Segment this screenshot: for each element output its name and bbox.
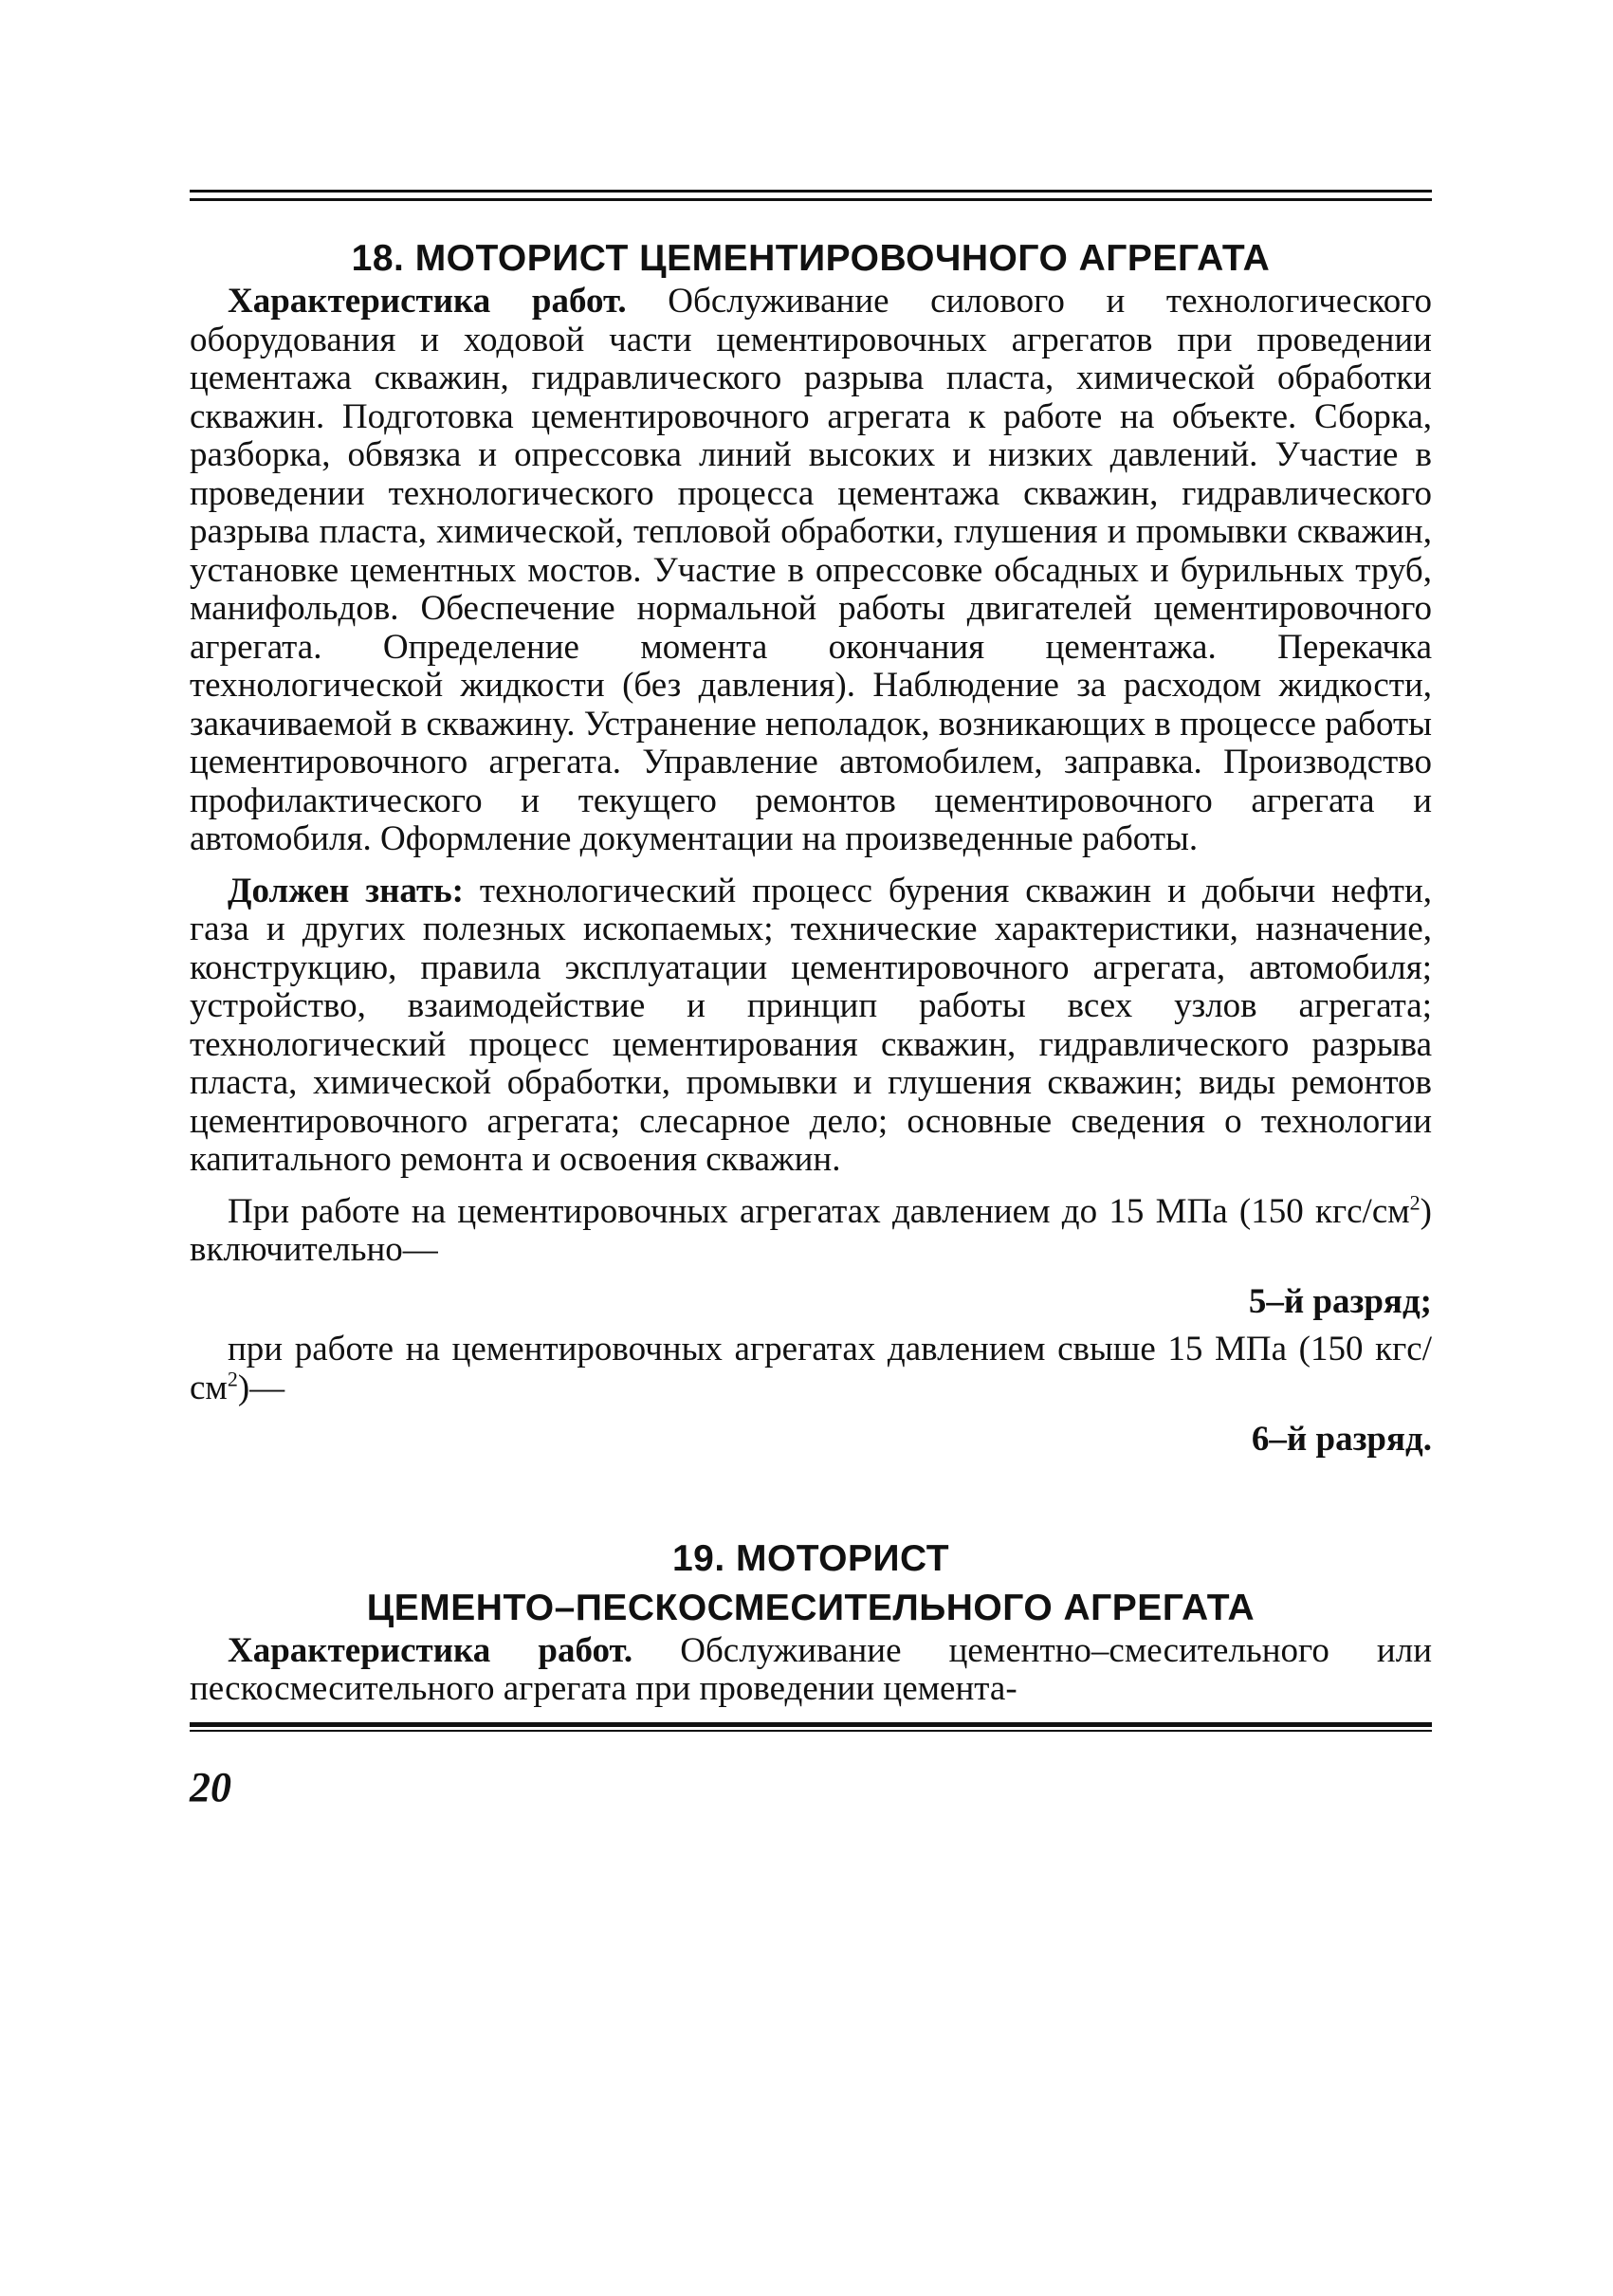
condition-1-superscript: 2 bbox=[1409, 1190, 1421, 1215]
section-19 bbox=[190, 1535, 1432, 1709]
condition-1-text: При работе на цементировочных агрегатах давлением до 15 МПа (150 кгс/см bbox=[228, 1191, 1410, 1231]
section-19-heading-line1: 19. МОТОРИСТ bbox=[671, 1537, 950, 1579]
rank-6: 6–й разряд. bbox=[1251, 1420, 1432, 1459]
characteristic-label: Характеристика работ. bbox=[228, 282, 627, 321]
bottom-rule bbox=[190, 1722, 1432, 1732]
section-19-heading-line2: ЦЕМЕНТО–ПЕСКОСМЕСИТЕЛЬНОГО АГРЕГАТА bbox=[366, 1587, 1256, 1628]
section-18-heading: 18. МОТОРИСТ ЦЕМЕНТИРОВОЧНОГО АГРЕГАТА bbox=[351, 238, 1271, 279]
characteristic-text: Обслуживание силового и технологического оборудования и ходовой части цементировочных агрегатов при проведении цементажа скважин, гидравлического разрыва пласта, химической обработки скважин. Подготовка цементировочного агрегата к работе на объекте. Сборка, разборка, обвязка и опрессовка линий высоких и низких давлений. Участие в проведении технологического процесса цементажа скважин, гидравлического разрыва пласта, химической, тепловой обработки, глушения и промывки скважин, установке цементных мостов. Участие в опрессовке обсадных и бурильных труб, манифольдов. Обеспечение нормальной работы двигателей цементировочного агрегата. Определение момента окончания цементажа. Перекачка технологической жидкости (без давления). Наблюдение за расходом жидкости, закачиваемой в скважину. Устранение неполадок, возникающих в процессе работы цементировочного агрегата. Управление автомобилем, заправка. Производство профилактического и текущего ремонтов цементировочного агрегата и автомобиля. Оформление документации на произведенные работы. bbox=[190, 282, 1433, 858]
rank-5: 5–й разряд; bbox=[1248, 1281, 1432, 1321]
condition-2-text: при работе на цементировочных агрегатах давлением свыше 15 МПа (150 кгс/см bbox=[190, 1330, 1432, 1407]
page-number: 20 bbox=[190, 1763, 231, 1810]
section-18-knowledge bbox=[190, 872, 1432, 1180]
condition-2-tail: )— bbox=[237, 1368, 285, 1407]
condition-2-superscript: 2 bbox=[227, 1367, 238, 1391]
top-double-rule bbox=[190, 190, 1432, 201]
section-18-characteristic bbox=[190, 283, 1432, 859]
document-page bbox=[190, 190, 1432, 1811]
knowledge-label: Должен знать: bbox=[228, 871, 465, 910]
condition-1 bbox=[190, 1190, 1432, 1270]
condition-1-tail: ) включительно— bbox=[190, 1191, 1432, 1269]
section-18 bbox=[190, 235, 1432, 1460]
section-19-characteristic bbox=[190, 1632, 1432, 1709]
knowledge-text: технологический процесс бурения скважин и добычи нефти, газа и других полезных ископаемых; технические характеристики, назначение, конструкцию, правила эксплуатации цементировочного агрегата, автомобиля; устройство, взаимодействие и принцип работы всех узлов агрегата; технологический процесс цементирования скважин, гидравлического разрыва пласта, химической обработки, промывки и глушения скважин; виды ремонтов цементировочного агрегата; слесарное дело; основные сведения о технологии капитального ремонта и освоения скважин. bbox=[190, 871, 1432, 1179]
condition-2 bbox=[190, 1331, 1432, 1407]
characteristic-text-19: Обслуживание цементно–смесительного или пескосмесительного агрегата при проведении цемента- bbox=[190, 1630, 1432, 1708]
characteristic-label-19: Характеристика работ. bbox=[228, 1630, 633, 1670]
